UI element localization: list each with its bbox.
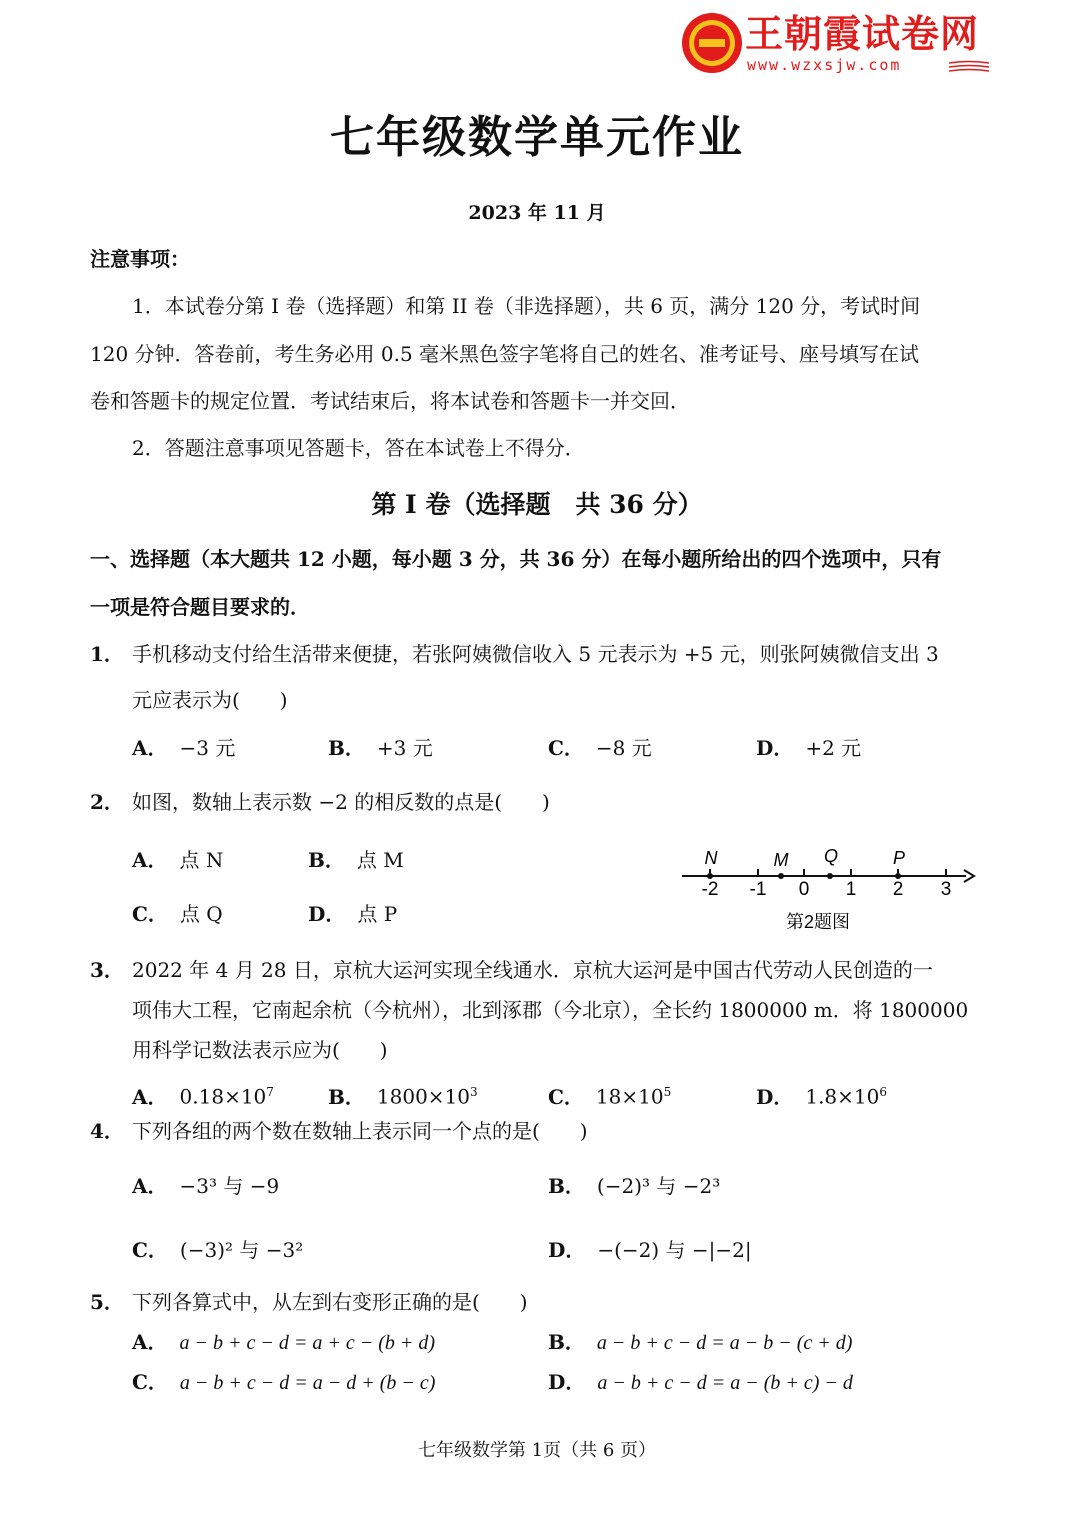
option-text: (−3)² 与 −3² [179, 1238, 304, 1262]
option-label: A． [132, 848, 168, 872]
option-label: A． [132, 1084, 168, 1109]
question-3-line2: 项伟大工程，它南起余杭（今杭州），北到涿郡（今北京），全长约 1800000 m．将 1800000 [132, 998, 969, 1022]
page-footer: 七年级数学第 1页（共 6 页） [417, 1440, 657, 1461]
question-1-line2: 元应表示为( ) [132, 688, 288, 712]
option-label: C． [548, 736, 584, 760]
notice-heading: 注意事项： [90, 247, 190, 271]
question-5-line1: 下列各算式中，从左到右变形正确的是( ) [132, 1290, 528, 1314]
exam-date: 2023 年 11 月 [468, 202, 606, 224]
option-b[interactable] [308, 846, 404, 874]
option-label: B． [308, 848, 345, 872]
option-a[interactable] [132, 1172, 279, 1200]
option-label: B． [328, 1084, 365, 1109]
option-text: (−2)³ 与 −2³ [596, 1174, 721, 1198]
option-label: B． [328, 736, 365, 760]
option-a[interactable] [132, 1078, 274, 1111]
option-b[interactable] [328, 1078, 478, 1111]
question-number: 3． [90, 958, 124, 982]
number-line-figure [680, 846, 980, 938]
point-label: N [704, 848, 718, 868]
point-p [895, 873, 901, 879]
option-c[interactable] [132, 900, 223, 928]
question-3-line3: 用科学记数法表示应为( ) [132, 1038, 388, 1062]
option-text: −(−2) 与 −|−2| [597, 1238, 752, 1262]
option-d[interactable] [548, 1236, 752, 1264]
option-text: 18×10 [595, 1084, 664, 1109]
section-title: 第 I 卷（选择题 共 36 分） [371, 490, 703, 519]
question-2-line1: 如图，数轴上表示数 −2 的相反数的点是( ) [132, 790, 550, 814]
option-text: 点 Q [179, 902, 223, 926]
option-a[interactable] [132, 734, 235, 762]
brand-logo [681, 10, 991, 76]
option-label: A． [132, 736, 168, 760]
tick-label: 0 [798, 879, 810, 900]
question-number: 1． [90, 642, 124, 666]
exponent: 7 [266, 1085, 274, 1099]
option-text: +2 元 [805, 736, 862, 760]
question-4-line1: 下列各组的两个数在数轴上表示同一个点的是( ) [132, 1119, 588, 1143]
option-label: C． [548, 1084, 584, 1109]
tick-label: 1 [845, 879, 857, 900]
option-label: B． [548, 1330, 585, 1354]
option-label: D． [756, 736, 794, 760]
part-intro-line2: 一项是符合题目要求的． [90, 595, 310, 619]
point-label: M [773, 850, 789, 870]
option-text: a − b + c − d = a + c − (b + d) [179, 1332, 436, 1354]
option-d[interactable] [756, 734, 861, 762]
option-text: +3 元 [376, 736, 433, 760]
brand-name: 王朝霞试卷网 [745, 12, 980, 56]
option-text: −3 元 [179, 736, 236, 760]
option-label: C． [132, 1238, 168, 1262]
option-text: a − b + c − d = a − (b + c) − d [597, 1372, 853, 1394]
notice-1-line2: 120 分钟．答卷前，考生务必用 0.5 毫米黑色签字笔将自己的姓名、准考证号、座号填写在试 [90, 342, 920, 366]
question-number: 2． [90, 790, 124, 814]
exponent: 3 [470, 1085, 478, 1099]
option-c[interactable] [132, 1236, 303, 1264]
option-text: 点 N [179, 848, 224, 872]
speed-lines-icon [949, 60, 989, 74]
option-c[interactable] [548, 1078, 671, 1111]
option-label: C． [132, 902, 168, 926]
option-text: a − b + c − d = a − b − (c + d) [596, 1332, 853, 1354]
notice-2: 2．答题注意事项见答题卡，答在本试卷上不得分． [132, 436, 585, 460]
option-label: D． [308, 902, 346, 926]
brand-url[interactable]: www.wzxsjw.com [747, 56, 902, 74]
option-label: A． [132, 1174, 168, 1198]
question-number: 5． [90, 1290, 124, 1314]
option-label: D． [548, 1238, 586, 1262]
point-label: Q [823, 846, 839, 866]
option-b[interactable] [548, 1172, 720, 1200]
notice-1-line3: 卷和答题卡的规定位置．考试结束后，将本试卷和答题卡一并交回． [90, 389, 690, 413]
exponent: 5 [663, 1085, 672, 1099]
option-text: −8 元 [595, 736, 652, 760]
option-b[interactable] [548, 1328, 852, 1357]
option-a[interactable] [132, 1328, 435, 1357]
option-label: B． [548, 1174, 585, 1198]
option-c[interactable] [132, 1368, 435, 1397]
part-intro-line1: 一、选择题（本大题共 12 小题，每小题 3 分，共 36 分）在每小题所给出的四个选项中，只有 [90, 547, 942, 571]
option-d[interactable] [548, 1368, 853, 1397]
option-text: 1800×10 [376, 1084, 471, 1109]
point-q [827, 873, 833, 879]
tick-label: -2 [701, 879, 719, 900]
option-text: 1.8×10 [805, 1084, 880, 1109]
point-m [778, 873, 784, 879]
option-d[interactable] [308, 900, 397, 928]
exponent: 6 [879, 1085, 887, 1099]
question-3-line1: 2022 年 4 月 28 日，京杭大运河实现全线通水．京杭大运河是中国古代劳动人民创造的一 [132, 958, 933, 982]
question-1-line1: 手机移动支付给生活带来便捷，若张阿姨微信收入 5 元表示为 +5 元，则张阿姨微信支出 3 [132, 642, 939, 666]
option-text: 点 M [356, 848, 404, 872]
point-label: P [892, 848, 906, 868]
option-c[interactable] [548, 734, 652, 762]
option-label: C． [132, 1370, 168, 1394]
option-text: 点 P [357, 902, 398, 926]
tick-label: -1 [749, 879, 767, 900]
point-n [707, 873, 713, 879]
option-label: A． [132, 1330, 168, 1354]
option-text: −3³ 与 −9 [179, 1174, 280, 1198]
question-number: 4． [90, 1119, 124, 1143]
tick-label: 3 [940, 879, 952, 900]
option-d[interactable] [756, 1078, 887, 1111]
option-text: a − b + c − d = a − d + (b − c) [179, 1372, 436, 1394]
option-label: D． [548, 1370, 586, 1394]
seal-icon [681, 12, 743, 74]
notice-1-line1: 1．本试卷分第 I 卷（选择题）和第 II 卷（非选择题），共 6 页，满分 120 分，考试时间 [132, 294, 921, 318]
option-b[interactable] [328, 734, 433, 762]
option-a[interactable] [132, 846, 223, 874]
figure-caption: 第2题图 [785, 912, 851, 932]
tick-label: 2 [892, 879, 904, 900]
page-title: 七年级数学单元作业 [330, 112, 744, 163]
option-text: 0.18×10 [179, 1084, 267, 1109]
option-label: D． [756, 1084, 794, 1109]
